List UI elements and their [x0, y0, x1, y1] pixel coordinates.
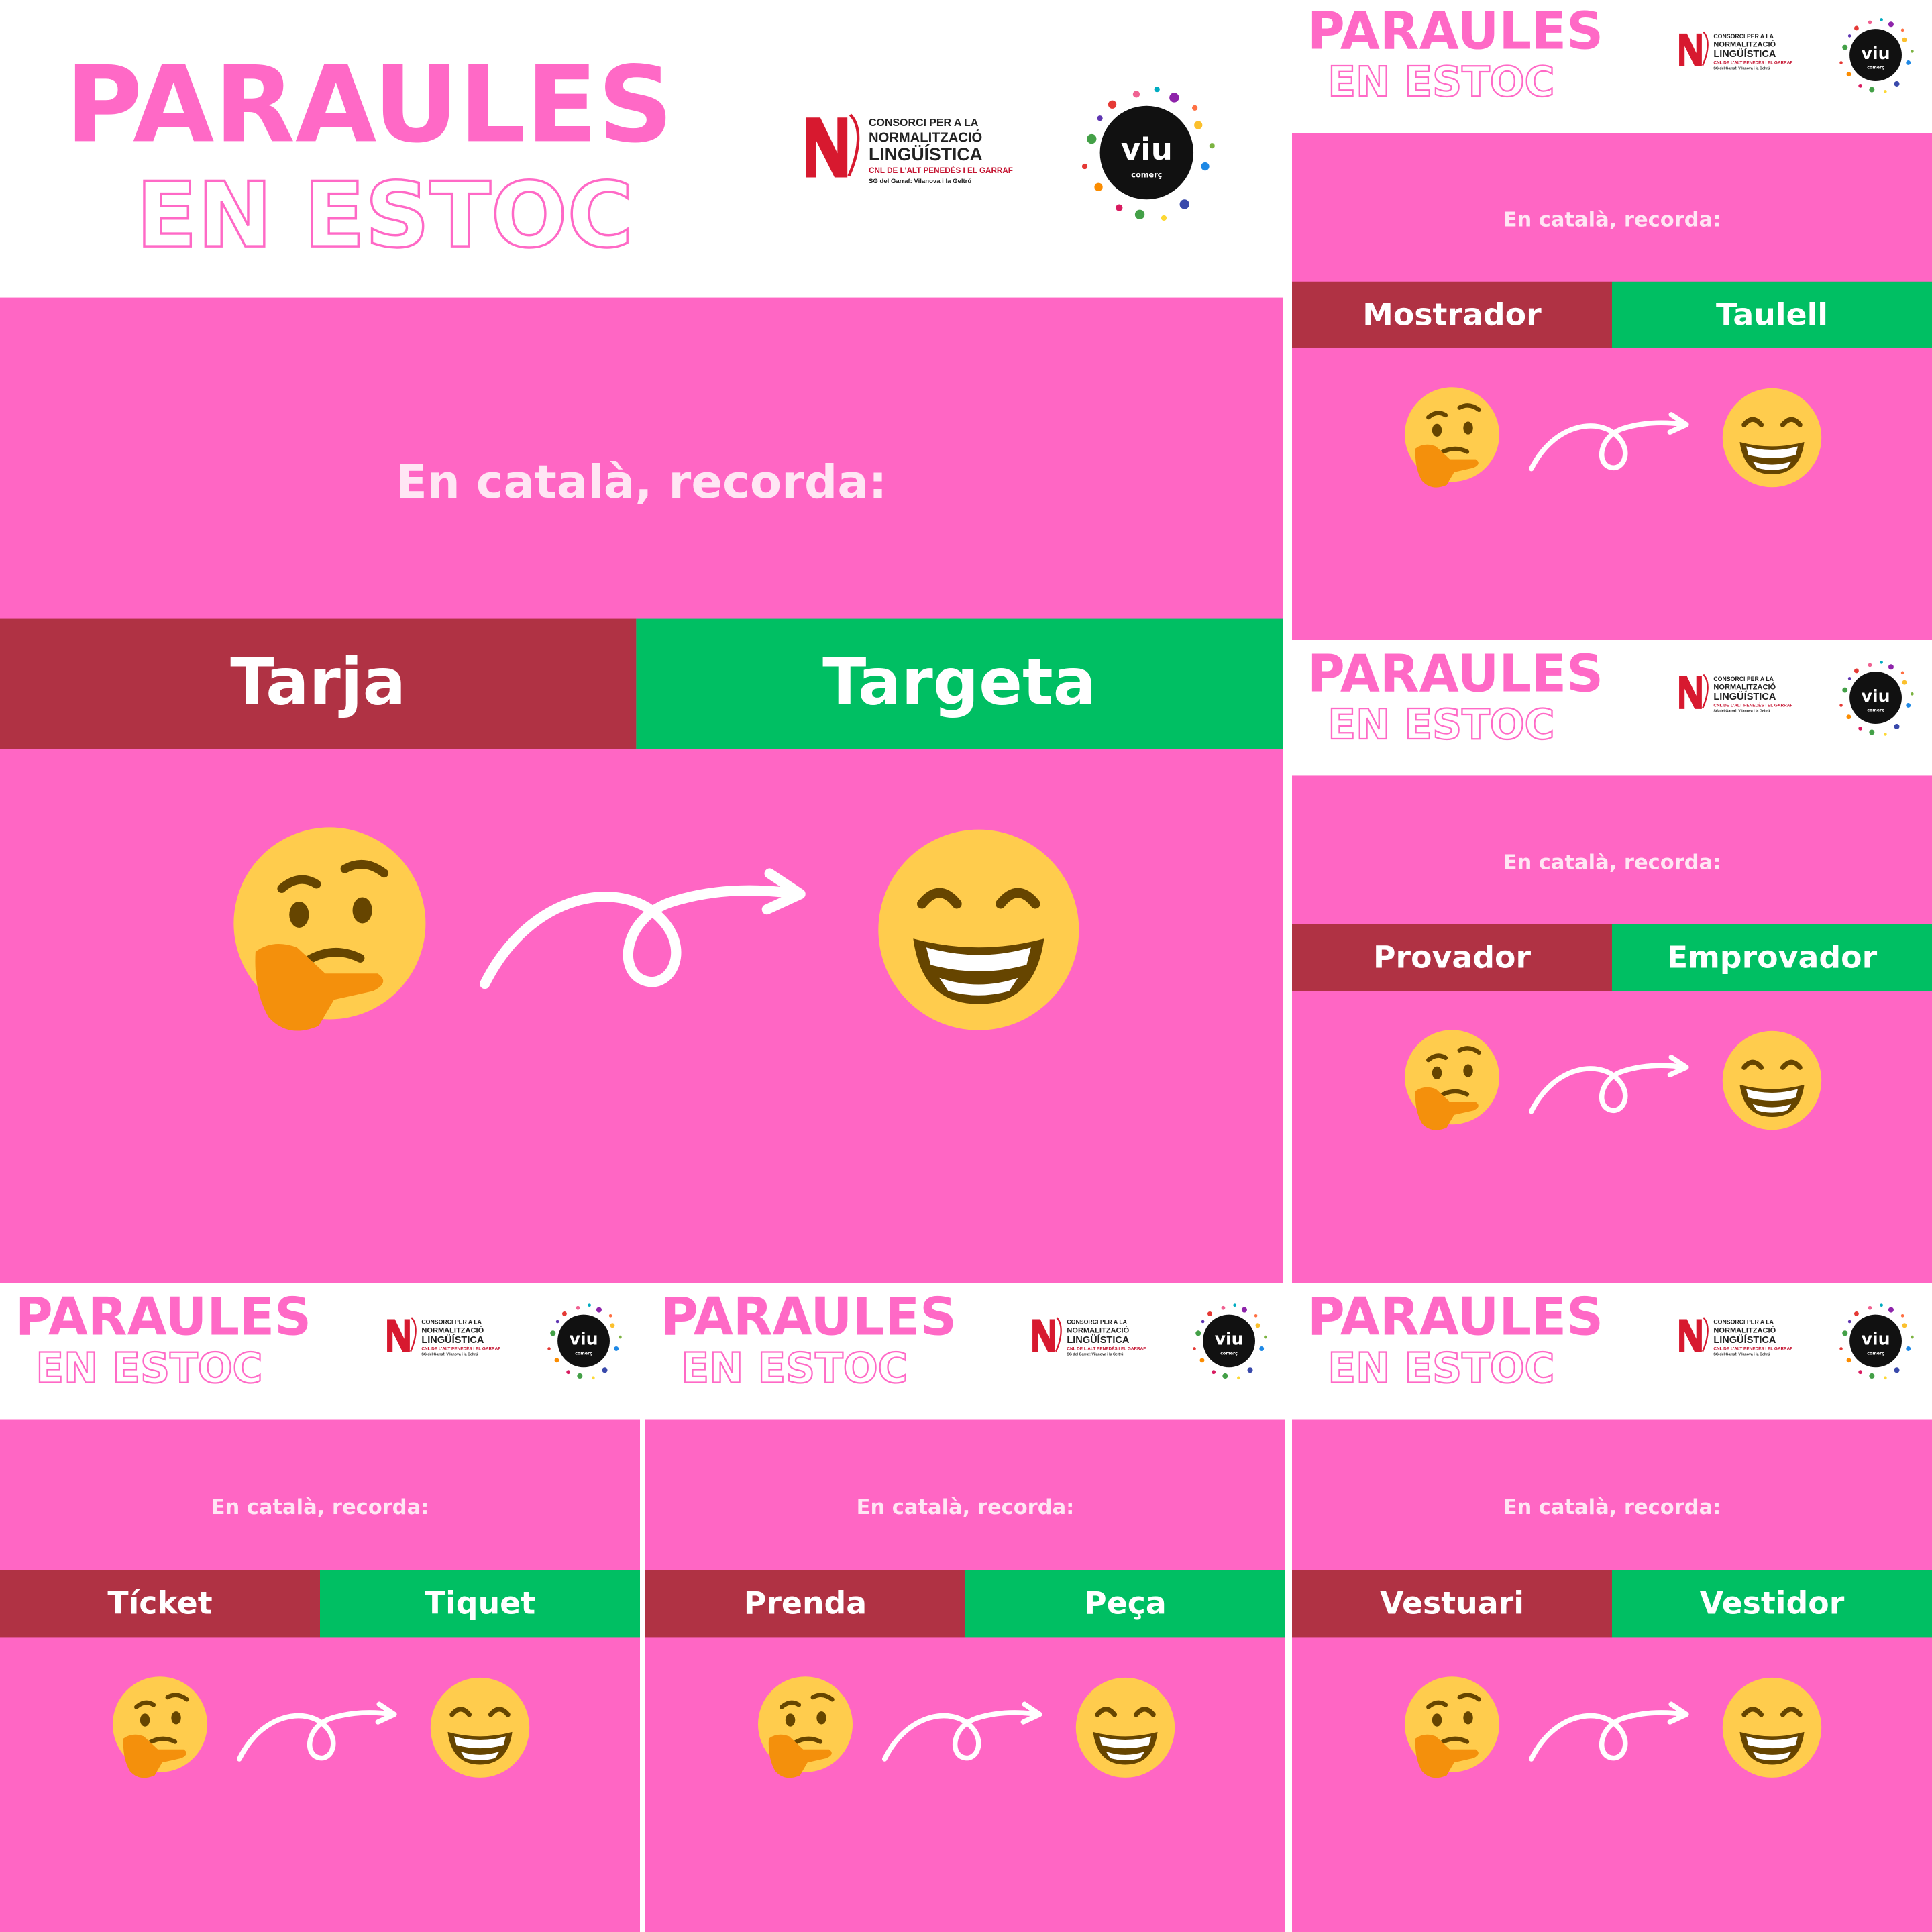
brand-subtitle: EN ESTOC [1328, 58, 1555, 107]
grinning-face-icon [1723, 1678, 1821, 1778]
brand-subtitle: EN ESTOC [1328, 701, 1555, 749]
recorda-text: En català, recorda: [856, 1496, 1075, 1520]
right-word: Targeta [822, 644, 1097, 720]
recorda-text: En català, recorda: [1503, 1496, 1721, 1520]
brand-title: PARAULES [660, 1287, 957, 1348]
brand-title: PARAULES [15, 1287, 312, 1348]
wrong-word: Provador [1373, 938, 1532, 975]
card-prenda [645, 1285, 1285, 1932]
grinning-face-icon [431, 1678, 529, 1778]
right-word: Vestidor [1699, 1585, 1845, 1621]
card-provador [1292, 643, 1932, 1283]
brand-subtitle: EN ESTOC [1328, 1344, 1555, 1393]
grinning-face-icon [878, 830, 1079, 1030]
card-main [0, 0, 1283, 1283]
wrong-word: Mostrador [1362, 296, 1542, 333]
card-graphic [1292, 1285, 1932, 1932]
brand-title: PARAULES [1307, 1, 1604, 61]
brand-title: PARAULES [65, 43, 674, 166]
recorda-text: En català, recorda: [1503, 851, 1721, 875]
card-main-graphic [0, 0, 1283, 1283]
wrong-word: Vestuari [1380, 1585, 1524, 1621]
right-word: Taulell [1716, 296, 1828, 333]
card-graphic [645, 1285, 1285, 1932]
card-graphic [1292, 0, 1932, 640]
recorda-text: En català, recorda: [211, 1496, 429, 1520]
grinning-face-icon [1723, 1031, 1821, 1130]
right-word: Peça [1084, 1585, 1167, 1621]
wrong-word: Tarja [230, 644, 407, 720]
right-word: Tiquet [424, 1585, 536, 1621]
recorda-text: En català, recorda: [395, 455, 888, 509]
pink-panel [0, 298, 1283, 1283]
card-vestuari [1292, 1285, 1932, 1932]
brand-subtitle: EN ESTOC [681, 1344, 908, 1393]
card-graphic [1292, 643, 1932, 1283]
brand-title: PARAULES [1307, 643, 1604, 704]
right-word: Emprovador [1666, 938, 1878, 975]
grinning-face-icon [1723, 388, 1821, 487]
recorda-text: En català, recorda: [1503, 208, 1721, 232]
grinning-face-icon [1076, 1678, 1175, 1778]
wrong-word: Prenda [743, 1585, 867, 1621]
brand-subtitle: EN ESTOC [136, 163, 633, 268]
card-ticket [0, 1285, 640, 1932]
wrong-word: Tícket [107, 1585, 213, 1621]
card-graphic [0, 1285, 640, 1932]
brand-title: PARAULES [1307, 1287, 1604, 1348]
brand-subtitle: EN ESTOC [36, 1344, 263, 1393]
card-mostrador [1292, 0, 1932, 640]
